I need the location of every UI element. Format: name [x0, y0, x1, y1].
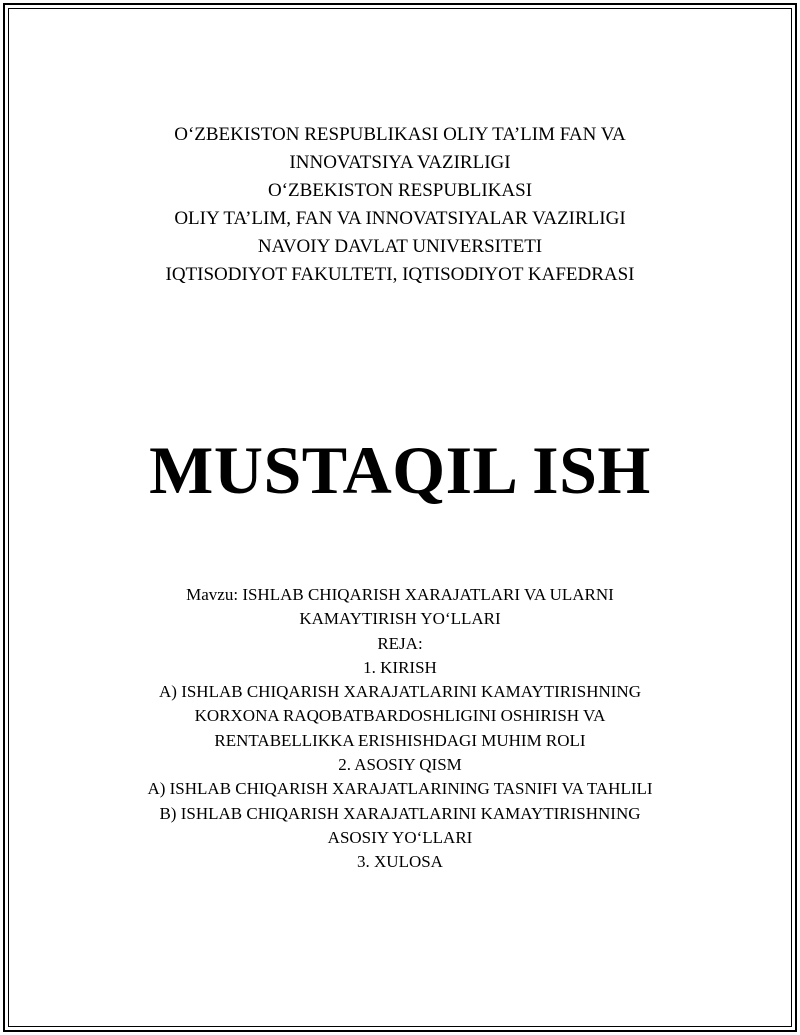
plan-item: A) ISHLAB CHIQARISH XARAJATLARINI KAMAYTIRISHNING: [159, 682, 641, 702]
header-line: NAVOIY DAVLAT UNIVERSITETI: [257, 236, 543, 257]
plan-item: ASOSIY YO‘LLARI: [327, 827, 473, 847]
plan-item: B) ISHLAB CHIQARISH XARAJATLARINI KAMAYTIRISHNING: [159, 803, 641, 823]
plan-item: 2. ASOSIY QISM: [338, 755, 462, 775]
topic-and-plan: [0, 583, 800, 875]
plan-item: RENTABELLIKKA ERISHISHDAGI MUHIM ROLI: [214, 730, 586, 750]
institution-header: [0, 121, 800, 289]
header-line: OLIY TA’LIM, FAN VA INNOVATSIYALAR VAZIRLIGI: [174, 208, 626, 229]
plan-item: 1. KIRISH: [363, 657, 437, 677]
plan-heading: REJA:: [377, 633, 423, 653]
plan-item: KORXONA RAQOBATBARDOSHLIGINI OSHIRISH VA: [194, 706, 606, 726]
header-line: O‘ZBEKISTON RESPUBLIKASI: [267, 180, 533, 201]
plan-item: 3. XULOSA: [357, 852, 443, 872]
header-line: O‘ZBEKISTON RESPUBLIKASI OLIY TA’LIM FAN VA: [174, 124, 626, 145]
plan-item: A) ISHLAB CHIQARISH XARAJATLARINING TASNIFI VA TAHLILI: [147, 779, 653, 799]
header-line: INNOVATSIYA VAZIRLIGI: [289, 152, 511, 173]
topic-line: KAMAYTIRISH YO‘LLARI: [299, 609, 501, 629]
document-title: MUSTAQIL ISH: [149, 432, 651, 508]
topic-line: Mavzu: ISHLAB CHIQARISH XARAJATLARI VA ULARNI: [186, 585, 614, 604]
header-line: IQTISODIYOT FAKULTETI, IQTISODIYOT KAFEDRASI: [165, 264, 635, 285]
